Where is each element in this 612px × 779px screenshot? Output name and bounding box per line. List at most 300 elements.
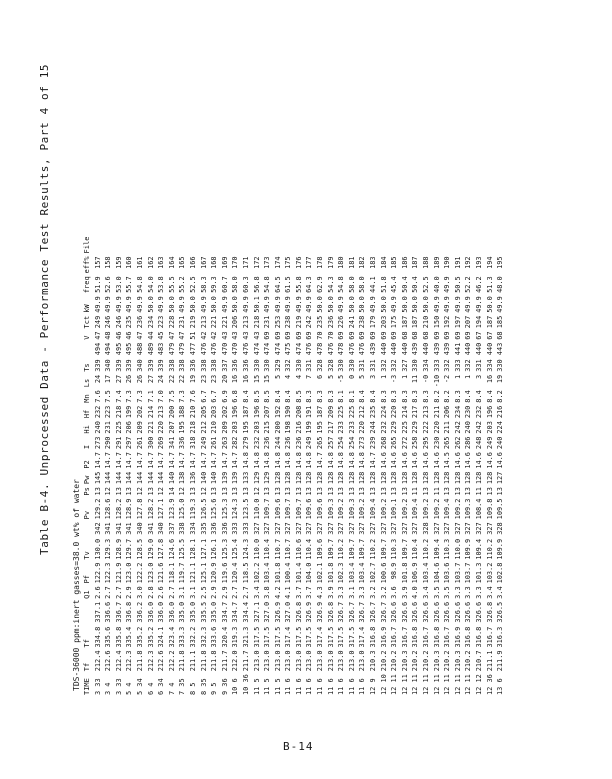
table-cell: 8.5 xyxy=(252,390,261,403)
table-cell: 129 xyxy=(263,471,272,485)
table-cell: 235 xyxy=(369,405,378,419)
table-cell: 128.6 xyxy=(104,498,113,520)
table-cell: 13 xyxy=(400,487,409,496)
table-cell: 11 xyxy=(411,487,420,496)
table-cell: 11 6 xyxy=(347,678,356,695)
table-cell: 265 xyxy=(316,436,325,450)
table-cell: 249 xyxy=(93,315,102,329)
table-cell: 123.5 xyxy=(241,498,250,520)
table-cell: 109.9 328 xyxy=(496,522,505,560)
table-cell: 316.7 326.6 xyxy=(400,601,409,648)
table-cell: 136 xyxy=(188,471,197,485)
table-cell: 190 xyxy=(284,405,293,419)
table-cell: 110.0 327 xyxy=(252,522,261,560)
table-cell: 14.7 xyxy=(114,452,123,469)
table-cell: 109.2 xyxy=(337,498,346,520)
table-cell: 335.6 336.6 xyxy=(104,601,113,648)
table-cell: 179 xyxy=(326,256,335,269)
table-cell: 109.3 xyxy=(464,498,473,520)
table-cell: 14.8 xyxy=(294,452,303,469)
table-cell: 13 xyxy=(188,487,197,496)
table-cell: 332 440 xyxy=(379,342,388,372)
table-cell: 128 xyxy=(443,471,452,485)
table-cell: 50.0 xyxy=(326,296,335,313)
table-cell: 123.9 xyxy=(167,498,176,520)
table-cell: 242 xyxy=(474,421,483,434)
table-cell: 210.2 xyxy=(390,650,399,672)
table-cell: 61.5 xyxy=(284,276,293,293)
table-cell: 12 36 xyxy=(485,674,494,695)
table-cell: 14.6 xyxy=(496,452,505,469)
table-cell: 54.8 xyxy=(263,276,272,293)
table-cell: 336 476 xyxy=(241,342,250,372)
table-cell: 316.8 326.7 xyxy=(369,601,378,648)
table-cell: 212.2 xyxy=(167,650,176,672)
table-cell: 213 xyxy=(422,405,430,419)
table-cell: 192 xyxy=(273,405,282,419)
table-cell: 236 xyxy=(294,436,303,450)
table-cell: 232 xyxy=(474,405,483,419)
table-row xyxy=(421,234,432,695)
table-cell: 128 xyxy=(485,471,494,485)
table-cell: 339 494 xyxy=(93,342,102,372)
column-header: Q1 xyxy=(83,590,91,599)
table-cell: 6 4 xyxy=(146,682,155,695)
table-cell: 100.6 xyxy=(379,562,388,584)
table-cell: 189 xyxy=(432,256,441,269)
table-cell: 128 xyxy=(305,471,314,485)
table-cell: 140 xyxy=(199,471,208,485)
table-cell: 43 xyxy=(252,331,261,340)
table-cell: 49.9 xyxy=(125,296,134,313)
table-row xyxy=(357,234,368,695)
table-cell: 257 xyxy=(326,436,335,450)
table-cell: 4.2 xyxy=(273,586,282,599)
table-cell: 14.7 xyxy=(178,452,187,469)
table-cell: 3.3 xyxy=(464,586,473,599)
table-cell: 316.8 326.6 xyxy=(474,601,483,648)
table-cell: 110.2 328 xyxy=(422,522,430,560)
column-header: V xyxy=(83,335,91,340)
table-cell: 249 xyxy=(305,436,314,450)
table-cell: 192 xyxy=(443,315,452,329)
table-cell: 129.7 341 xyxy=(125,522,134,560)
table-cell: 110.2 327 xyxy=(485,522,494,560)
table-cell: 8.5 xyxy=(294,390,303,403)
table-cell: 109.4 xyxy=(369,498,378,520)
table-cell: 332 440 xyxy=(464,342,473,372)
table-cell: 121.9 xyxy=(114,562,123,584)
table-cell: 203 xyxy=(485,421,494,434)
table-cell: 13 xyxy=(390,487,399,496)
table-cell: 211.1 xyxy=(188,650,197,672)
table-cell: 109.7 327 xyxy=(326,522,335,560)
table-cell: 49.9 xyxy=(464,296,473,313)
table-cell: 14.7 xyxy=(104,452,113,469)
table-cell: 8.1 xyxy=(337,390,346,403)
table-body xyxy=(93,234,506,695)
table-cell: 317.4 326.7 xyxy=(358,601,367,648)
table-cell: 118.5 xyxy=(241,562,250,584)
table-cell: 14.6 xyxy=(485,452,494,469)
table-cell: 13 xyxy=(316,487,325,496)
table-cell: 119.6 xyxy=(220,562,229,584)
table-cell: 3.2 xyxy=(369,586,378,599)
table-cell: 234 xyxy=(146,315,155,329)
table-cell: 54.3 xyxy=(326,276,335,293)
table-cell: 320.4 334.7 xyxy=(220,601,229,648)
table-cell: 13 xyxy=(379,487,388,496)
table-cell: 110.2 327 xyxy=(337,522,346,560)
table-cell: 44 xyxy=(146,331,155,340)
table-cell: 69 xyxy=(337,331,346,340)
table-cell: 4.3 xyxy=(316,586,325,599)
table-cell: 3.1 xyxy=(347,586,356,599)
table-cell: 194 xyxy=(485,256,494,269)
table-cell: 68 xyxy=(496,331,505,340)
table-cell: 212.6 xyxy=(157,650,166,672)
table-cell: 211 xyxy=(443,421,452,434)
table-cell: 210 xyxy=(422,315,430,329)
table-cell: 2.6 xyxy=(93,586,102,599)
table-cell: 128.9 xyxy=(125,498,134,520)
table-cell: 6 xyxy=(316,374,325,379)
table-cell: 128 xyxy=(273,471,282,485)
table-cell: 6.8 xyxy=(231,390,240,403)
table-cell: 109.4 xyxy=(411,498,420,520)
table-cell: 157 xyxy=(93,256,102,269)
table-cell: 50.0 xyxy=(210,296,219,313)
table-cell: 12 11 xyxy=(464,674,473,695)
table-row xyxy=(146,234,157,695)
table-cell: 173 xyxy=(263,256,272,269)
table-cell: 316.9 326.6 xyxy=(453,601,462,648)
table-cell: 317.5 326.9 xyxy=(305,601,314,648)
table-cell: 49.9 xyxy=(199,296,208,313)
table-cell: 7 4 xyxy=(167,682,176,695)
table-cell: 13 xyxy=(485,487,494,496)
table-cell: 206 xyxy=(443,405,452,419)
table-cell: 13 xyxy=(496,487,505,496)
table-cell: 5 34 xyxy=(135,678,144,695)
table-cell: 199 xyxy=(305,421,314,434)
table-cell: 128 xyxy=(347,471,356,485)
table-cell: 125.3 xyxy=(220,498,229,520)
table-cell: 13 xyxy=(337,487,346,496)
table-cell: 268 xyxy=(379,436,388,450)
table-cell: 254 xyxy=(347,436,356,450)
table-cell: 109.2 xyxy=(432,498,441,520)
table-cell: 200 xyxy=(273,421,282,434)
table-cell: 138 xyxy=(178,471,187,485)
table-cell: 317.5 326.7 xyxy=(337,601,346,648)
table-cell: 211.8 xyxy=(135,650,144,672)
table-cell: 58.3 xyxy=(199,276,208,293)
table-cell: 317.5 327.0 xyxy=(263,601,272,648)
table-cell: 69 xyxy=(443,331,452,340)
table-cell: 69 xyxy=(390,331,399,340)
table-cell: 49.9 xyxy=(273,296,282,313)
table-cell: 144 xyxy=(157,471,166,485)
table-cell: 69 xyxy=(453,331,462,340)
table-cell: 210 xyxy=(188,405,197,419)
table-cell: 13 xyxy=(284,487,293,496)
table-row xyxy=(156,234,167,695)
table-cell: 338 479 xyxy=(167,342,176,372)
table-cell: 102.3 xyxy=(337,562,346,584)
table-cell: 14.7 xyxy=(316,452,325,469)
table-cell: -2 xyxy=(443,374,452,384)
table-cell: 3.1 xyxy=(178,586,187,599)
table-cell: 120.4 xyxy=(231,562,240,584)
table-cell: 2.7 xyxy=(104,586,113,599)
table-cell: 13 xyxy=(210,487,219,496)
table-cell: 238 xyxy=(284,315,293,329)
table-cell: 316.7 326.6 xyxy=(422,601,430,648)
table-cell: 185 xyxy=(390,256,399,269)
table-cell: 8.3 xyxy=(316,390,325,403)
table-cell: 109.6 xyxy=(305,498,314,520)
table-cell: 164 xyxy=(167,256,176,269)
column-header: eff% xyxy=(83,256,91,274)
table-cell: 67 xyxy=(474,331,483,340)
table-cell: 8.4 xyxy=(273,390,282,403)
table-cell: 52.6 xyxy=(104,276,113,293)
table-cell: 7.6 xyxy=(188,390,197,403)
table-cell: 14.8 xyxy=(358,452,367,469)
table-cell: 49.9 xyxy=(93,296,102,313)
table-cell: 163 xyxy=(157,256,166,269)
table-cell: 19 xyxy=(496,374,505,384)
table-cell: -3 xyxy=(390,374,399,384)
table-cell: 231 xyxy=(104,421,113,434)
table-cell: 126.5 xyxy=(199,498,208,520)
table-cell: 109.6 xyxy=(273,498,282,520)
table-cell: 7.1 xyxy=(146,390,155,403)
table-cell: 210.7 xyxy=(474,650,483,672)
table-cell: 101.8 xyxy=(400,562,409,584)
table-cell: 109.7 327 xyxy=(379,522,388,560)
table-row xyxy=(453,234,464,695)
table-cell: 8.4 xyxy=(284,390,293,403)
table-cell: 4 xyxy=(294,374,303,379)
table-cell: 279 xyxy=(241,436,250,450)
table-cell: 159 xyxy=(114,256,123,269)
table-cell: 332.3 335.5 xyxy=(199,601,208,648)
table-cell: 330 439 xyxy=(411,342,420,372)
table-cell: 128.5 340 xyxy=(135,522,144,560)
table-cell: 109.2 xyxy=(453,498,462,520)
table-cell: 242 xyxy=(305,315,314,329)
table-cell: 47 xyxy=(135,331,144,340)
table-cell: 14.6 xyxy=(400,452,409,469)
table-cell: 50.0 xyxy=(400,296,409,313)
table-cell: 225 xyxy=(337,405,346,419)
column-header: Tf xyxy=(83,639,91,648)
table-cell: 16 xyxy=(231,374,240,384)
table-cell: 69 xyxy=(464,331,473,340)
table-cell: 124.3 xyxy=(231,498,240,520)
table-cell: 130.0 342 xyxy=(93,522,102,560)
table-cell: 213.0 xyxy=(358,650,367,672)
table-cell: 215 xyxy=(263,421,272,434)
table-cell: 14.6 xyxy=(390,452,399,469)
table-cell: 110.4 327 xyxy=(263,522,272,560)
table-cell: 214 xyxy=(400,405,409,419)
table-cell: 8.4 xyxy=(369,390,378,403)
table-cell: 127.1 335 xyxy=(199,522,208,560)
table-cell: 67 xyxy=(485,331,494,340)
table-cell: 110.4 327 xyxy=(411,522,420,560)
table-cell: 3.4 xyxy=(485,586,494,599)
table-row xyxy=(379,234,390,695)
table-cell: 254 xyxy=(337,436,346,450)
table-cell: 8.2 xyxy=(432,390,441,403)
table-cell: 1 xyxy=(379,374,388,379)
table-cell: 8.4 xyxy=(241,390,250,403)
table-cell: 209 xyxy=(135,421,144,434)
table-cell: 13 xyxy=(347,487,356,496)
table-cell: 220 xyxy=(432,421,441,434)
table-row xyxy=(177,234,188,695)
table-row xyxy=(336,234,347,695)
table-cell: 338 476 xyxy=(210,342,219,372)
table-cell: 253 xyxy=(273,315,282,329)
table-cell: 4 xyxy=(284,374,293,379)
table-cell: 60.7 xyxy=(220,276,229,293)
table-cell: 231 xyxy=(263,315,272,329)
table-cell: 108.4 xyxy=(474,498,483,520)
column-header: kW xyxy=(83,304,91,313)
table-cell: 210.3 xyxy=(400,650,409,672)
table-cell: 27 xyxy=(114,374,123,384)
table-cell: 103.4 xyxy=(422,562,430,584)
table-cell: 317.5 326.8 xyxy=(326,601,335,648)
table-cell: 3.7 xyxy=(294,586,303,599)
table-cell: 103.7 xyxy=(453,562,462,584)
table-cell: 187 xyxy=(485,315,494,329)
table-cell: 12 xyxy=(135,487,144,496)
table-cell: 3.2 xyxy=(379,586,388,599)
table-cell: 140 xyxy=(210,471,219,485)
table-cell: 169 xyxy=(220,256,229,269)
table-row xyxy=(114,234,125,695)
table-cell: 110.7 327 xyxy=(284,522,293,560)
table-cell: 60.3 xyxy=(241,276,250,293)
table-cell: 191 xyxy=(305,405,314,419)
table-cell: 246 xyxy=(104,315,113,329)
table-cell: 229 xyxy=(411,421,420,434)
table-cell: 316.8 326.6 xyxy=(411,601,420,648)
table-cell: 233 xyxy=(347,421,356,434)
table-cell: 14.6 xyxy=(379,452,388,469)
table-cell: 58.0 xyxy=(347,276,356,293)
table-cell: 128 xyxy=(422,471,430,485)
table-cell: 244 xyxy=(273,436,282,450)
table-cell: 233 xyxy=(337,421,346,434)
table-cell: 109.6 xyxy=(316,498,325,520)
table-cell: 14.6 xyxy=(453,452,462,469)
table-cell: 318 xyxy=(188,436,197,450)
table-cell: 211.9 xyxy=(496,650,505,672)
table-cell: 7 xyxy=(305,374,314,379)
table-cell: 27 xyxy=(146,374,155,384)
table-cell: 162 xyxy=(146,256,155,269)
table-cell: 7.5 xyxy=(104,390,113,403)
table-subtitle: TDS-36000 ppm:inert gasses=38.0 wt% of water xyxy=(72,479,81,691)
column-header: Pf xyxy=(83,574,91,584)
table-row xyxy=(347,234,358,695)
table-cell: 50.1 xyxy=(252,296,261,313)
table-cell: 109.4 327 xyxy=(432,522,441,560)
table-cell: 109.2 xyxy=(422,498,430,520)
table-cell: 211.7 xyxy=(241,650,250,672)
table-cell: 139 xyxy=(231,471,240,485)
table-cell: 139 xyxy=(220,471,229,485)
table-row xyxy=(304,234,315,695)
table-row xyxy=(389,234,400,695)
table-cell: 269 xyxy=(157,436,166,450)
table-cell: 42 xyxy=(210,331,219,340)
table-cell: 212.0 xyxy=(231,650,240,672)
table-cell: 14.7 xyxy=(146,452,155,469)
table-cell: 213 xyxy=(157,405,166,419)
table-cell: 128 xyxy=(400,471,409,485)
table-cell: 145 xyxy=(93,471,102,485)
table-cell: 12 11 xyxy=(432,674,441,695)
table-cell: 216 xyxy=(496,405,505,419)
table-cell: 3.8 xyxy=(263,586,272,599)
table-cell: 144 xyxy=(104,471,113,485)
table-cell: 69 xyxy=(379,331,388,340)
table-cell: 3.1 xyxy=(188,586,197,599)
table-cell: 13 xyxy=(231,487,240,496)
column-header: Pv xyxy=(83,510,91,520)
table-cell: 7.3 xyxy=(135,390,144,403)
table-cell: 101.4 xyxy=(294,562,303,584)
table-row xyxy=(167,234,178,695)
table-cell: 12 12 xyxy=(474,674,483,695)
table-cell: 225 xyxy=(114,421,123,434)
table-cell: 333.6 335.0 xyxy=(210,601,219,648)
column-header: Hi xyxy=(83,425,91,434)
table-cell: 54.8 xyxy=(337,276,346,293)
table-cell: 297 xyxy=(125,436,134,450)
table-cell: 14.8 xyxy=(284,452,293,469)
table-cell: 49.9 xyxy=(220,296,229,313)
table-cell: 14.7 xyxy=(188,452,197,469)
table-cell: 209 xyxy=(326,405,335,419)
table-cell: 211.8 xyxy=(178,650,187,672)
table-cell: 213.0 xyxy=(294,650,303,672)
table-cell: 8.4 xyxy=(485,390,494,403)
table-cell: 110.3 327 xyxy=(390,522,399,560)
table-cell: 50.0 xyxy=(167,296,176,313)
table-cell: 232 xyxy=(93,405,102,419)
table-cell: 3.4 xyxy=(252,586,261,599)
table-cell: 14.8 xyxy=(305,452,314,469)
column-header: TIME xyxy=(83,678,91,695)
table-cell: 273 xyxy=(358,436,367,450)
column-header: Tct xyxy=(83,315,91,329)
table-cell: 49.9 xyxy=(453,296,462,313)
table-cell: 51.3 xyxy=(485,276,494,293)
table-cell: 14.6 xyxy=(474,452,483,469)
table-row xyxy=(220,234,231,695)
table-cell: 221 xyxy=(220,315,229,329)
table-cell: 212.6 xyxy=(104,650,113,672)
table-cell: 8.2 xyxy=(496,390,505,403)
